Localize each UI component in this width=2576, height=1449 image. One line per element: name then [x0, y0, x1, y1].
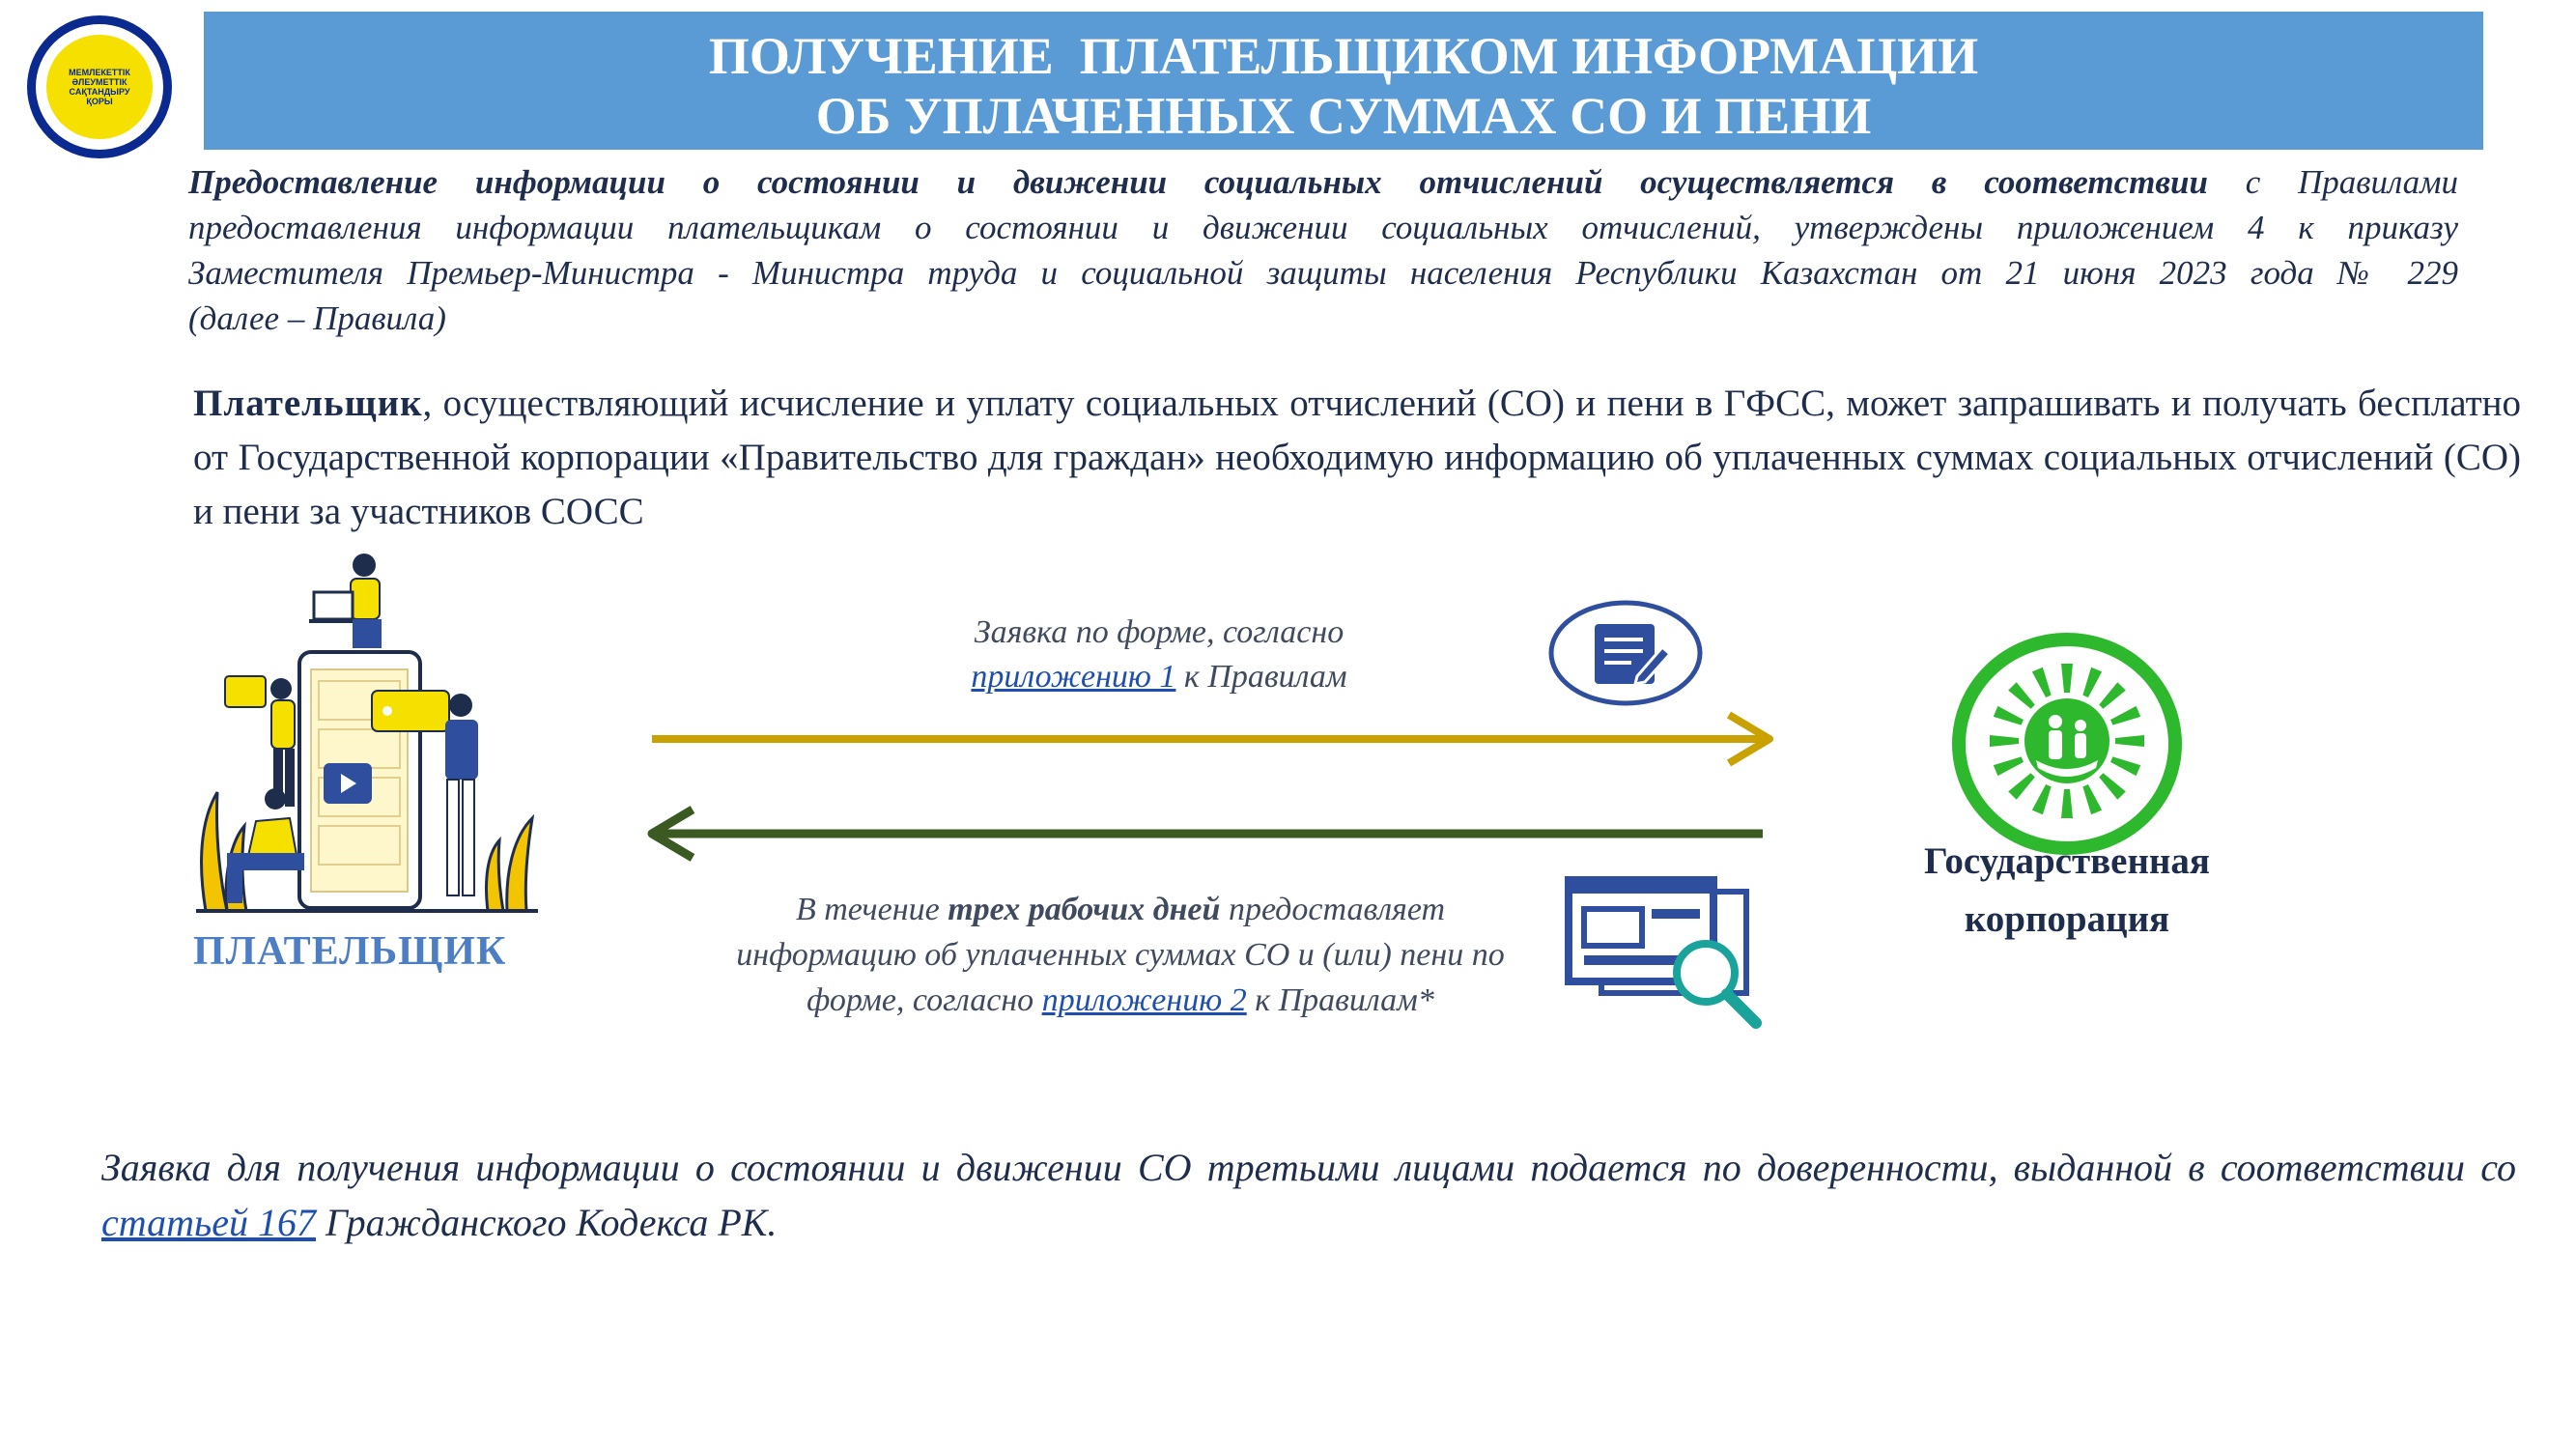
payer-illustration [188, 546, 546, 918]
intro-paragraph [188, 159, 2458, 341]
sun-family-icon [1951, 633, 2183, 855]
title-banner [204, 12, 2483, 150]
appendix-1-link[interactable]: приложению 1 [971, 659, 1176, 695]
response-line-1-rest: предоставляет [1220, 892, 1446, 927]
gov-corp-line-2: корпорация [1964, 898, 2170, 940]
payer-bold: Плательщик [193, 383, 423, 424]
article-167-link[interactable]: статьей 167 [101, 1201, 316, 1244]
logo-text-line: ҚОРЫ [86, 97, 113, 106]
payer-text: , осуществляющий исчисление и уплату социальных отчислений (СО) и пени в ГФСС, может запрашивать и получать бесплатно от Государственной корпорации «Правительство для граждан» необходимую информацию об уплаченных суммах социальных отчислений (СО) и пени за участников СОСС [193, 383, 2521, 532]
appendix-2-link[interactable]: приложению 2 [1041, 982, 1247, 1018]
request-arrow-right [647, 705, 1787, 773]
response-arrow-left [642, 800, 1772, 867]
logo-text-line: МЕМЛЕКЕТТІК [69, 68, 130, 77]
response-line-3-rest: к Правилам* [1246, 982, 1434, 1018]
response-pre: В течение [795, 892, 948, 927]
document-pen-icon [1548, 599, 1703, 707]
screen-magnifier-icon [1563, 874, 1780, 1038]
intro-line-1 [188, 159, 2458, 205]
logo-text-line: ӘЛЕУМЕТТІК [71, 77, 127, 87]
payer-label: ПЛАТЕЛЬЩИК [193, 929, 507, 974]
intro-line-4: (далее – Правила) [188, 299, 446, 337]
intro-line-2: предоставления информации плательщикам о состоянии и движении социальных отчислений, утверждены приложением 4 к приказу [188, 209, 2458, 246]
fund-logo [27, 15, 172, 158]
bottom-note [101, 1140, 2516, 1250]
bottom-note-post: Гражданского Кодекса РК. [315, 1201, 778, 1244]
gov-corp-line-1: Государственная [1923, 840, 2211, 882]
response-caption [666, 887, 1574, 1023]
response-line-3-pre: форме, согласно [807, 982, 1042, 1018]
gov-corp-label [1854, 833, 2279, 949]
page-title-line-2: ОБ УПЛАЧЕННЫХ СУММАХ СО И ПЕНИ [815, 87, 1872, 145]
response-line-2: информацию об уплаченных суммах СО и (или) пени по [736, 937, 1505, 973]
payer-paragraph [193, 377, 2521, 539]
logo-text-line: САҚТАНДЫРУ [69, 87, 130, 97]
bottom-note-pre: Заявка для получения информации о состоянии и движении СО третьими лицами подается по доверенности, выданной в соответствии со [101, 1146, 2516, 1189]
request-caption [869, 611, 1449, 699]
request-rest: к Правилам [1175, 659, 1347, 695]
response-bold: трех рабочих дней [948, 892, 1221, 927]
request-line-1: Заявка по форме, согласно [974, 614, 1345, 650]
intro-line-3: Заместителя Премьер-Министра - Министра труда и социальной защиты населения Республики Казахстан от 21 июня 2023 года № 229 [188, 254, 2458, 292]
intro-line-1-rest: с Правилами [2207, 163, 2459, 201]
intro-bold: Предоставление информации о состоянии и движении социальных отчислений осуществляется в соответствии [188, 163, 2208, 201]
page-title-line-1: ПОЛУЧЕНИЕ ПЛАТЕЛЬЩИКОМ ИНФОРМАЦИИ [708, 27, 1979, 85]
